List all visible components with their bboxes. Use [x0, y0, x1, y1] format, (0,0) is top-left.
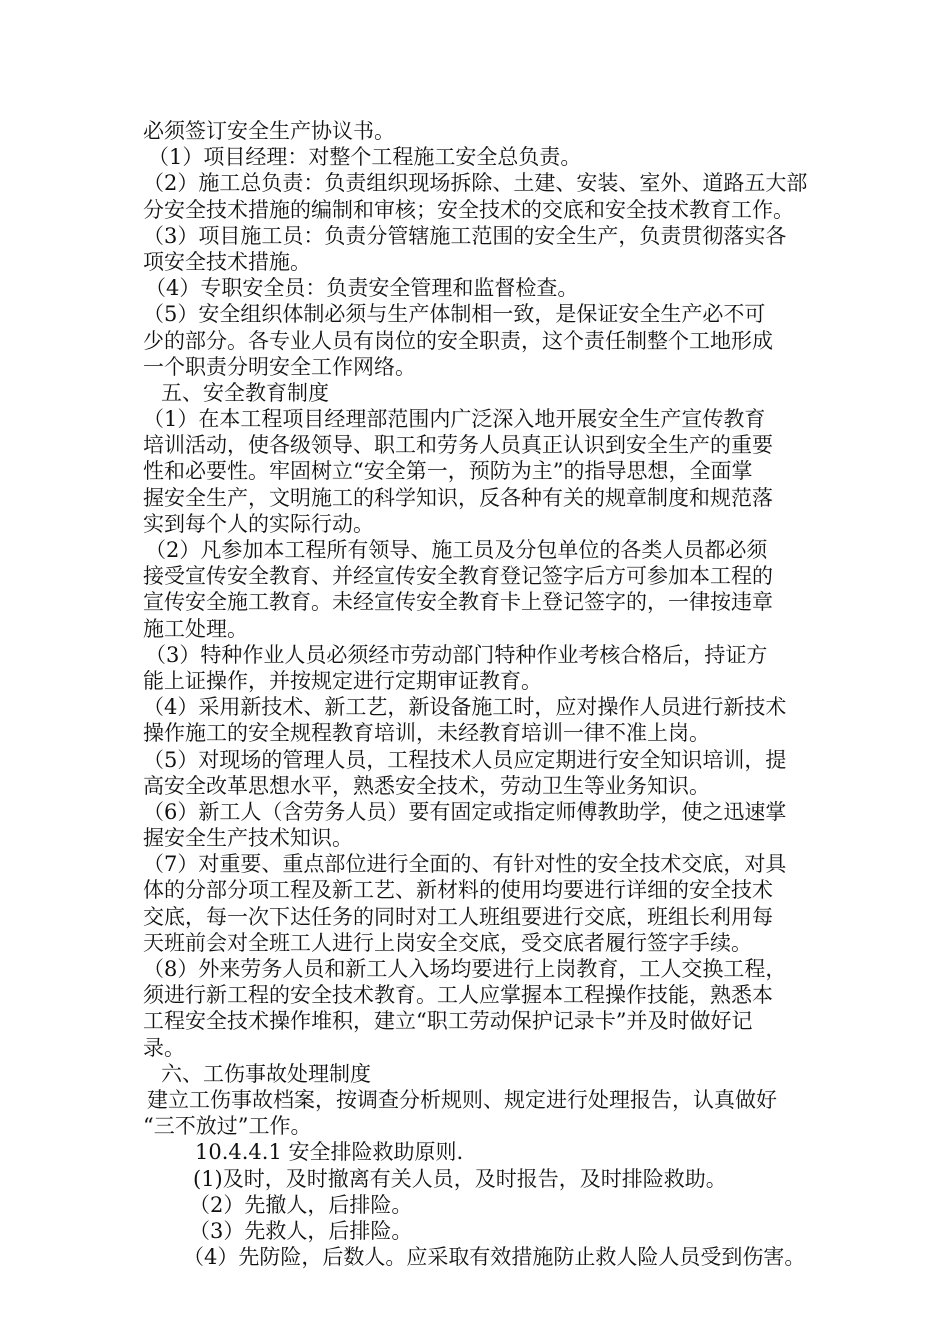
- text-line: （4）先防险，后数人。应采取有效措施防止救人险人员受到伤害。: [183, 1245, 806, 1270]
- text-line: 性和必要性。牢固树立“安全第一，预防为主”的指导思想，全面掌: [143, 459, 753, 484]
- text-line: （7）对重要、重点部位进行全面的、有针对性的安全技术交底，对具: [143, 852, 787, 877]
- text-line: 施工处理。: [143, 616, 248, 641]
- text-line: 工程安全技术操作堆积，建立“职工劳动保护记录卡”并及时做好记: [143, 1009, 753, 1034]
- document-body: [143, 118, 823, 1270]
- text-line: 握安全生产，文明施工的科学知识，反各种有关的规章制度和规范落: [143, 485, 773, 510]
- text-line: 须进行新工程的安全技术教育。工人应掌握本工程操作技能，熟悉本: [143, 983, 773, 1008]
- text-line: 高安全改革思想水平，熟悉安全技术，劳动卫生等业务知识。: [143, 773, 710, 798]
- text-line: （8）外来劳务人员和新工人入场均要进行上岗教育，工人交换工程，: [143, 957, 787, 981]
- text-line: 接受宣传安全教育、并经宣传安全教育登记签字后方可参加本工程的: [143, 564, 773, 589]
- text-line: （1）在本工程项目经理部范围内广泛深入地开展安全生产宣传教育: [143, 407, 766, 432]
- text-line: 录。: [143, 1035, 185, 1060]
- text-line: 项安全技术措施。: [143, 249, 311, 274]
- text-line: 能上证操作，并按规定进行定期审证教育。: [143, 668, 542, 693]
- text-line: 实到每个人的实际行动。: [143, 511, 374, 536]
- text-line: （3）项目施工员：负责分管辖施工范围的安全生产，负责贯彻落实各: [143, 223, 787, 248]
- text-line: 必须签订安全生产协议书。: [143, 119, 395, 143]
- text-line: 一个职责分明安全工作网络。: [143, 354, 416, 379]
- text-line: (1)及时，及时撤离有关人员，及时报告，及时排险救助。: [193, 1166, 727, 1191]
- text-line: 分安全技术措施的编制和审核；安全技术的交底和安全技术教育工作。: [143, 197, 794, 222]
- text-line: （1）项目经理：对整个工程施工安全总负责。: [148, 145, 582, 170]
- text-line: 握安全生产技术知识。: [143, 826, 353, 851]
- text-line: “三不放过”工作。: [143, 1114, 312, 1139]
- text-line: （3）先救人，后排险。: [189, 1218, 413, 1243]
- text-line: （2）施工总负责：负责组织现场拆除、土建、安装、室外、道路五大部: [143, 171, 808, 196]
- text-line: （5）对现场的管理人员，工程技术人员应定期进行安全知识培训，提: [143, 747, 787, 772]
- text-line: 宣传安全施工教育。未经宣传安全教育卡上登记签字的，一律按违章: [143, 590, 773, 615]
- text-line: 培训活动，使各级领导、职工和劳务人员真正认识到安全生产的重要: [143, 433, 773, 458]
- text-line: （2）凡参加本工程所有领导、施工员及分包单位的各类人员都必须: [145, 538, 768, 562]
- text-line: （2）先撤人，后排险。: [189, 1192, 413, 1217]
- text-line: 交底，每一次下达任务的同时对工人班组要进行交底，班组长利用每: [143, 904, 773, 929]
- section-heading: 五、安全教育制度: [161, 380, 329, 405]
- text-line: （4）采用新技术、新工艺，新设备施工时，应对操作人员进行新技术: [143, 695, 787, 720]
- text-line: （5）安全组织体制必须与生产体制相一致，是保证安全生产必不可: [143, 302, 766, 327]
- subsection-heading: 10.4.4.1 安全排险救助原则.: [195, 1140, 464, 1165]
- text-line: 体的分部分项工程及新工艺、新材料的使用均要进行详细的安全技术: [143, 878, 773, 903]
- text-line: （4）专职安全员：负责安全管理和监督检查。: [145, 276, 579, 301]
- section-heading: 六、工伤事故处理制度: [161, 1061, 371, 1086]
- text-line: （6）新工人（含劳务人员）要有固定或指定师傅教助学，使之迅速掌: [143, 799, 787, 824]
- text-line: （3）特种作业人员必须经市劳动部门特种作业考核合格后，持证方: [145, 642, 768, 667]
- text-line: 建立工伤事故档案，按调查分析规则、规定进行处理报告，认真做好: [147, 1087, 777, 1112]
- text-line: 少的部分。各专业人员有岗位的安全职责，这个责任制整个工地形成: [143, 328, 773, 353]
- text-line: 操作施工的安全规程教育培训，未经教育培训一律不准上岗。: [143, 721, 710, 746]
- text-line: 天班前会对全班工人进行上岗安全交底，受交底者履行签字手续。: [143, 930, 752, 955]
